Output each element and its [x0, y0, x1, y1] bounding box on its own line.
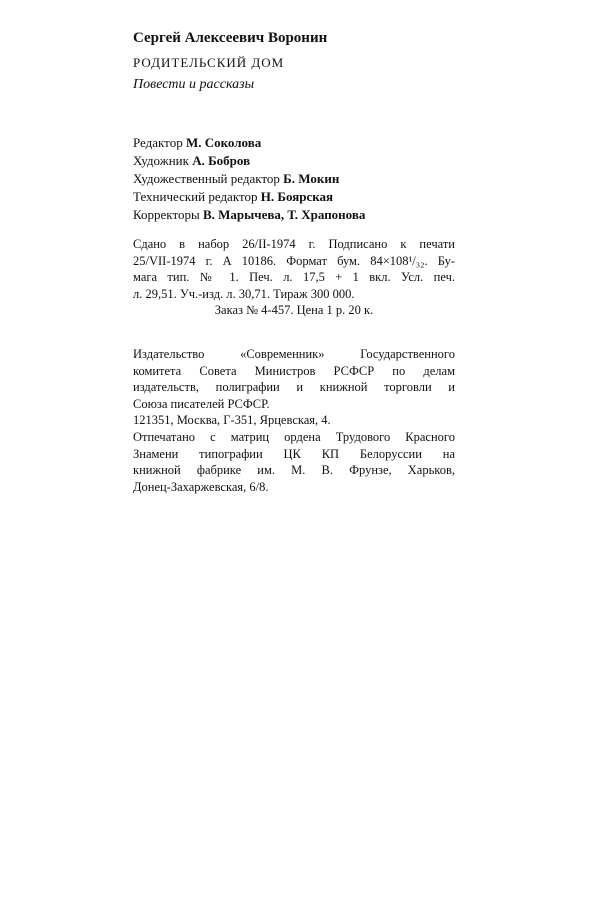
printer-line: Знамени типографии ЦК КП Белоруссии на	[133, 446, 455, 461]
publisher-info	[133, 346, 455, 429]
order-line: Заказ № 4-457. Цена 1 р. 20 к.	[214, 303, 374, 318]
print-info	[133, 236, 455, 319]
publisher-line: комитета Совета Министров РСФСР по делам	[133, 363, 455, 378]
author-name: Сергей Алексеевич Воронин	[133, 30, 328, 46]
print-line: мага тип. № 1. Печ. л. 17,5 + 1 вкл. Усл. печ.	[133, 270, 455, 285]
printer-line: Донец-Захаржевская, 6/8.	[133, 479, 269, 494]
publisher-line: издательств, полиграфии и книжной торговли и	[133, 380, 455, 395]
credit-role: Художественный редактор	[133, 171, 280, 186]
credit-name: А. Бобров	[192, 153, 251, 168]
printer-info	[133, 429, 455, 495]
credit-line	[133, 134, 455, 152]
credit-name: Н. Боярская	[260, 189, 334, 204]
credit-name: М. Соколова	[185, 135, 262, 150]
printer-line: Отпечатано с матриц ордена Трудового Красного	[133, 430, 455, 444]
credit-name: Б. Мокин	[283, 171, 340, 186]
credit-line	[133, 188, 455, 206]
print-line: 25/VII-1974 г. А 10186. Формат бум. 84×108¹/₃₂. Бу-	[133, 253, 455, 268]
credit-name: В. Марычева, Т. Храпонова	[202, 207, 366, 222]
publisher-address: 121351, Москва, Г-351, Ярцевская, 4.	[133, 413, 331, 428]
book-title: РОДИТЕЛЬСКИЙ ДОМ	[133, 55, 285, 70]
publisher-line: Союза писателей РСФСР.	[133, 396, 270, 411]
credit-role: Корректоры	[133, 207, 200, 222]
credit-role: Технический редактор	[133, 189, 258, 204]
credits-list	[133, 134, 455, 224]
credit-line	[133, 170, 455, 188]
publisher-line: Издательство «Современник» Государственного	[133, 347, 455, 361]
credit-line	[133, 152, 455, 170]
print-line: Сдано в набор 26/II-1974 г. Подписано к печати	[133, 237, 455, 251]
credit-line	[133, 206, 455, 224]
printer-line: книжной фабрике им. М. В. Фрунзе, Харьков,	[133, 463, 455, 478]
credit-role: Художник	[133, 153, 189, 168]
book-subtitle: Повести и рассказы	[133, 77, 255, 92]
credit-role: Редактор	[133, 135, 183, 150]
print-line: л. 29,51. Уч.-изд. л. 30,71. Тираж 300 000.	[133, 286, 355, 301]
